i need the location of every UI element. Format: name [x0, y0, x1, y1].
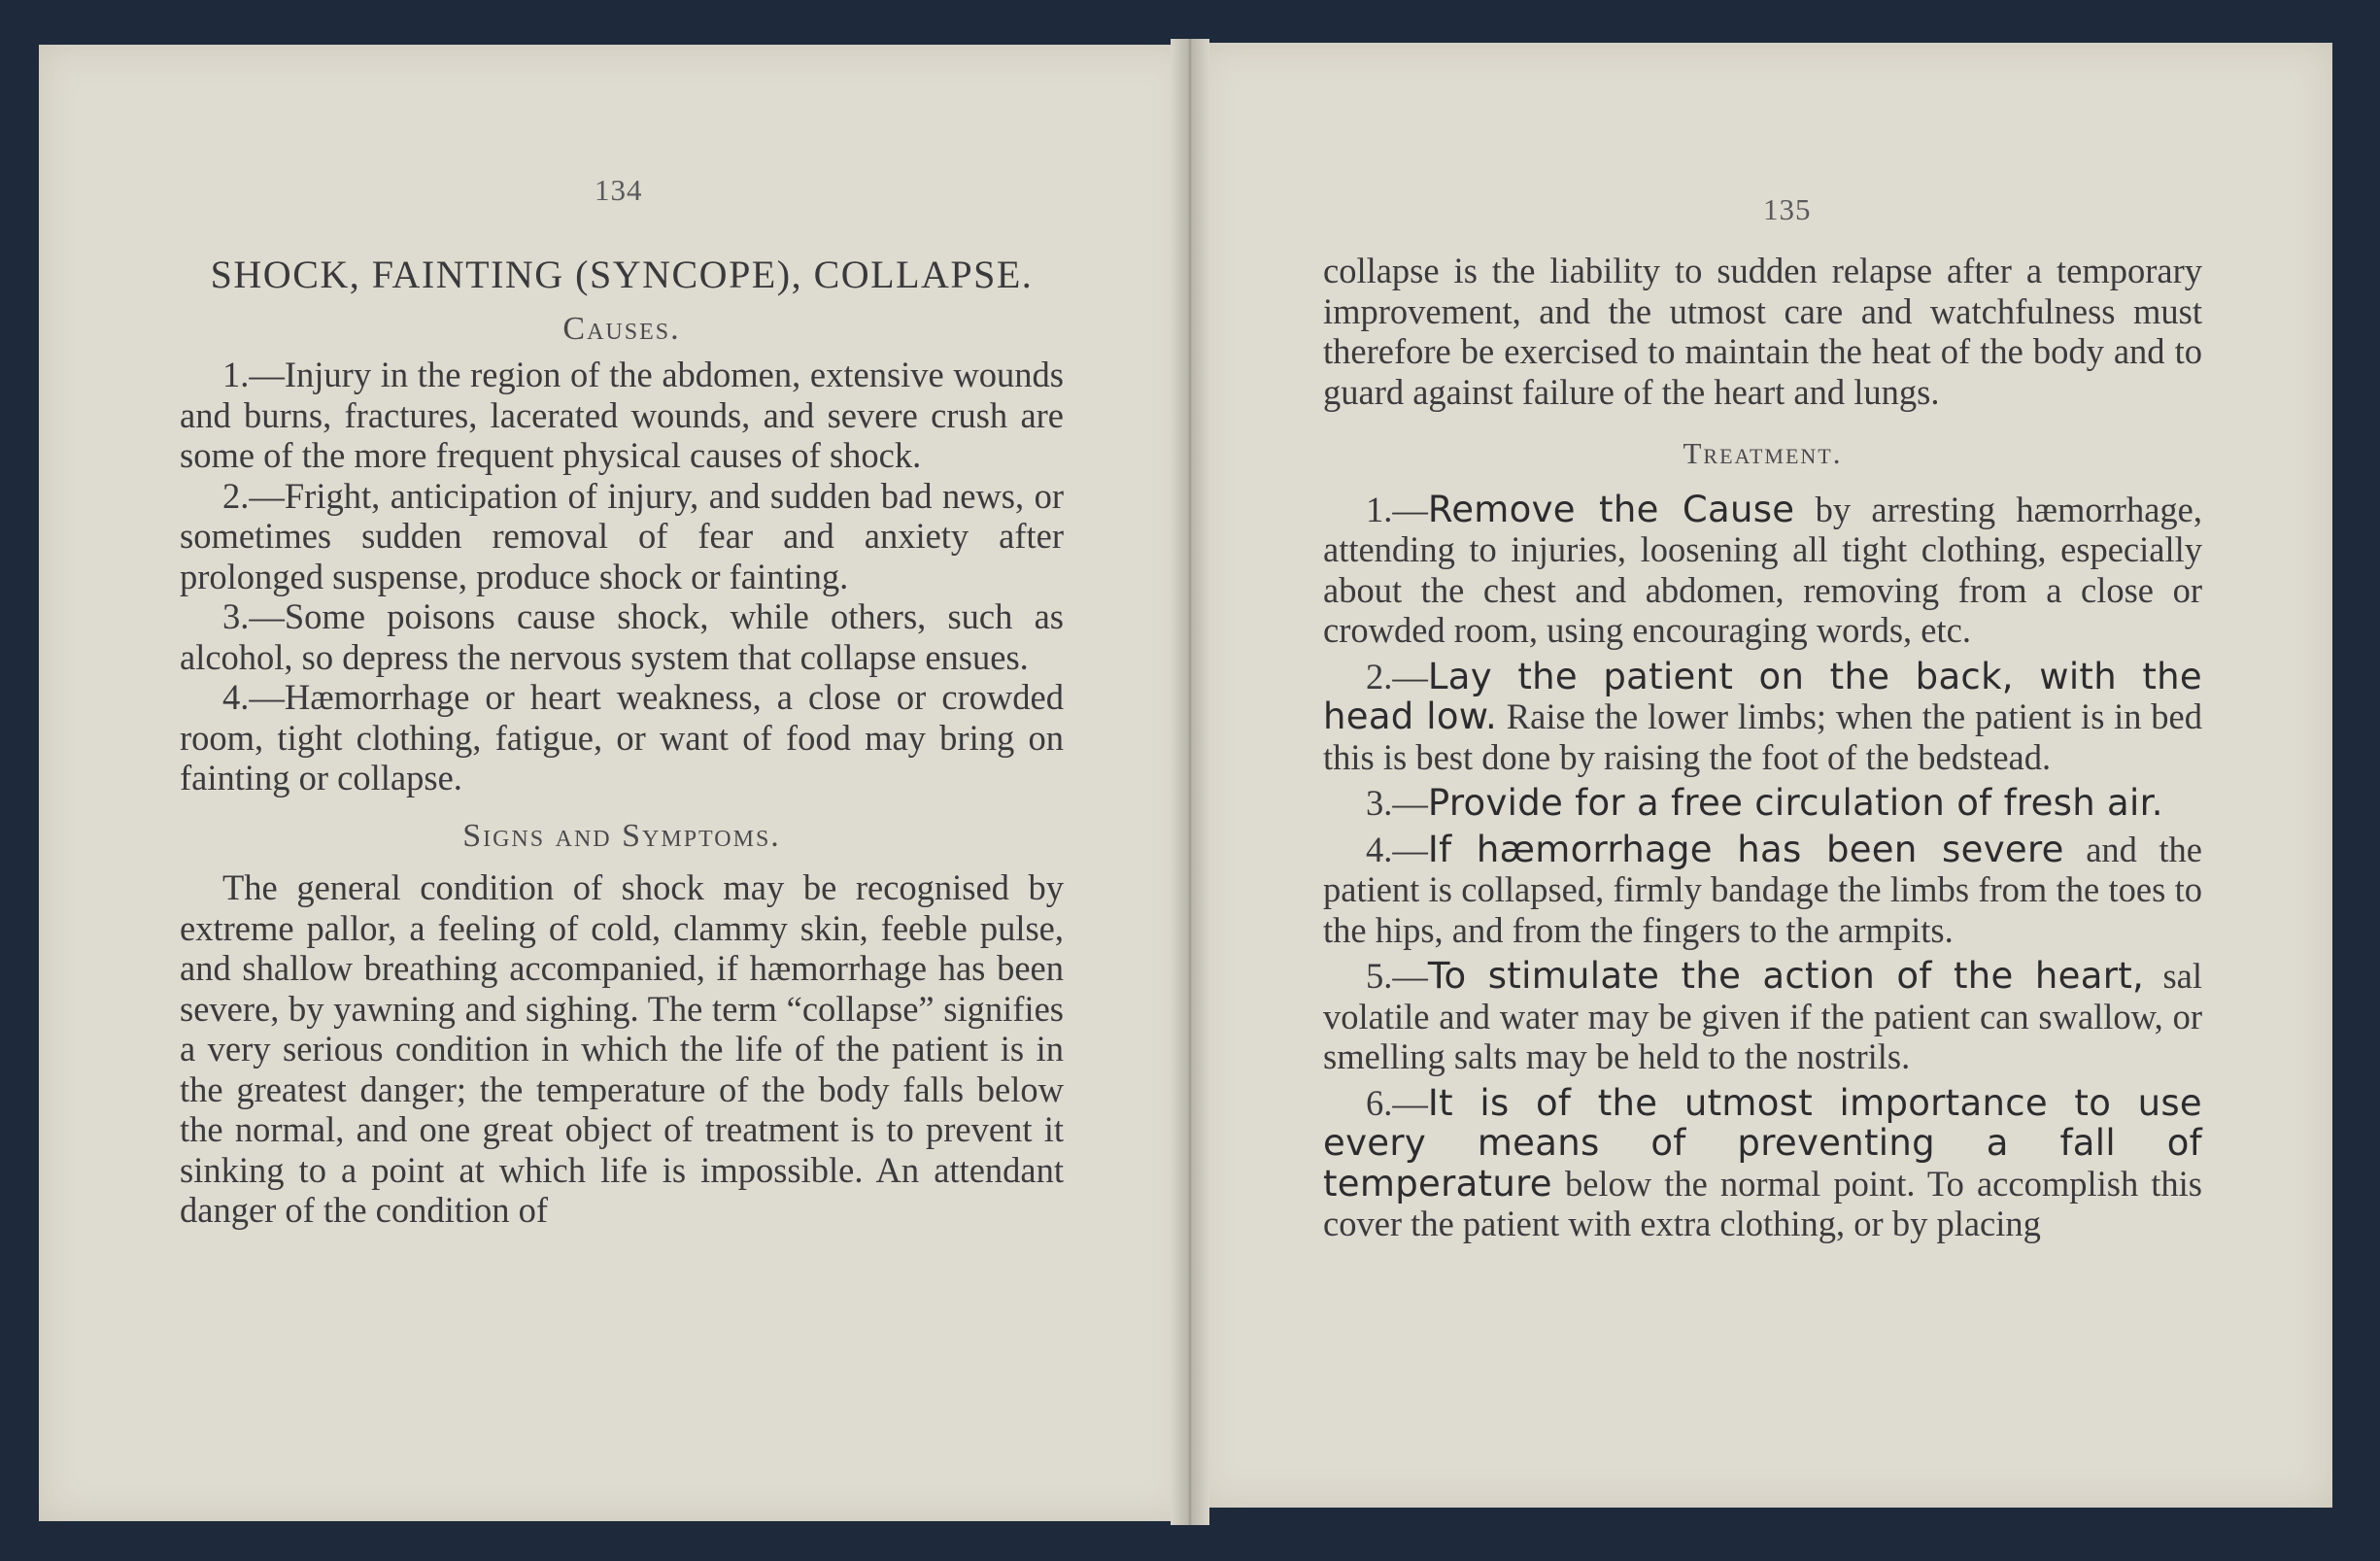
- cause-item: 3.—Some poisons cause shock, while others, such as alcohol, so depress the nervous system that collapse ensues.: [180, 596, 1064, 677]
- treatment-item: [1323, 783, 2202, 824]
- cause-item: 2.—Fright, anticipation of injury, and sudden bad news, or sometimes sudden removal of fear and anxiety after prolonged suspense, produce shock or fainting.: [180, 475, 1064, 596]
- signs-heading: Signs and Symptoms.: [462, 817, 781, 854]
- continued-paragraph: collapse is the liability to sudden relapse after a temporary improvement, and the utmost care and watchfulness must therefore be exercised to maintain the heat of the body and to guard against failure of the heart and lungs.: [1323, 251, 2202, 412]
- treatment-bold: To stimulate the action of the heart,: [1427, 955, 2145, 997]
- treatment-rest: by arresting hæmorrhage, attending to injuries, loosening all tight clothing, especially about the chest and abdomen, removing from a close or crowded room, using encouraging words, etc.: [1323, 489, 2202, 650]
- treatment-number: 2.—: [1366, 656, 1428, 696]
- page-number-left: 134: [595, 173, 643, 207]
- treatment-number: 6.—: [1366, 1082, 1428, 1123]
- book-gutter: [1171, 39, 1209, 1525]
- treatment-item: [1323, 956, 2202, 1077]
- treatment-rest: and the patient is collapsed, firmly bandage the limbs from the toes to the hips, and from the fingers to the armpits.: [1323, 829, 2202, 950]
- signs-paragraph: The general condition of shock may be recognised by extreme pallor, a feeling of cold, clammy skin, feeble pulse, and shallow breathing accompanied, if hæmorrhage has been severe, by yawning and sighing. The term “collapse” signifies a very serious condition in which the life of the patient is in the greatest danger; the temperature of the body falls below the normal, and one great object of treatment is to prevent it sinking to a point at which life is impossible. An attendant danger of the condition of: [180, 867, 1064, 1230]
- right-page-text: [1323, 251, 2202, 1250]
- causes-heading: Causes.: [562, 310, 681, 347]
- treatment-bold: Provide for a free circulation of fresh air.: [1427, 782, 2163, 824]
- treatment-rest: sal volatile and water may be given if the patient can swallow, or smelling salts may be held to the nostrils.: [1323, 956, 2203, 1076]
- treatment-rest: Raise the lower limbs; when the patient is in bed this is best done by raising the foot of the bedstead.: [1323, 696, 2202, 777]
- treatment-rest: below the normal point. To accomplish this cover the patient with extra clothing, or by placing: [1323, 1163, 2202, 1243]
- treatment-number: 4.—: [1366, 829, 1428, 869]
- treatment-number: 5.—: [1366, 956, 1428, 996]
- cause-item: 4.—Hæmorrhage or heart weakness, a close or crowded room, tight clothing, fatigue, or want of food may bring on fainting or collapse.: [180, 677, 1064, 797]
- left-page-text: [180, 255, 1064, 1231]
- treatment-bold: Remove the Cause: [1427, 488, 1795, 530]
- treatment-item: [1323, 1083, 2202, 1244]
- treatment-item: [1323, 830, 2202, 951]
- treatment-bold: If hæmorrhage has been severe: [1427, 828, 2064, 870]
- treatment-number: 3.—: [1366, 783, 1428, 823]
- treatment-bold: Lay the patient on the back, with the head low.: [1323, 655, 2202, 737]
- cause-item: 1.—Injury in the region of the abdomen, extensive wounds and burns, fractures, lacerated wounds, and severe crush are some of the more frequent physical causes of shock.: [180, 355, 1064, 475]
- treatment-number: 1.—: [1366, 489, 1428, 529]
- treatment-item: [1323, 657, 2202, 778]
- treatment-item: [1323, 490, 2202, 651]
- treatment-heading: Treatment.: [1683, 436, 1843, 470]
- chapter-title: SHOCK, FAINTING (SYNCOPE), COLLAPSE.: [210, 253, 1034, 296]
- treatment-bold: It is of the utmost importance to use every means of preventing a fall of temperature: [1323, 1081, 2202, 1205]
- page-number-right: 135: [1763, 192, 1812, 226]
